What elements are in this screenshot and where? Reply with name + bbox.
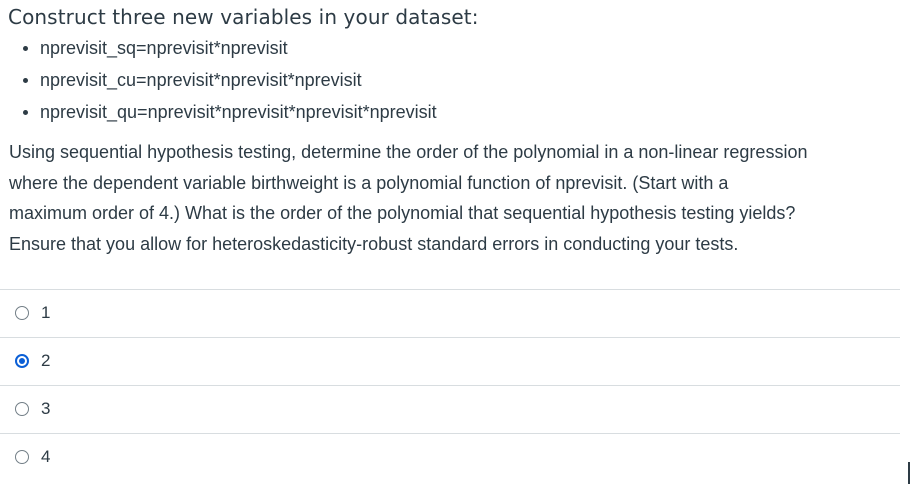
variable-definition: nprevisit_cu=nprevisit*nprevisit*nprevisit xyxy=(40,70,362,90)
answer-label[interactable]: 4 xyxy=(41,447,51,466)
text-cursor-icon xyxy=(908,462,910,484)
answer-option-4[interactable] xyxy=(0,433,900,481)
bullet-icon xyxy=(23,46,28,51)
answer-label[interactable]: 2 xyxy=(41,351,51,370)
question-line: where the dependent variable birthweight is a polynomial function of nprevisit. (Start with a xyxy=(9,172,729,193)
answer-option-3[interactable] xyxy=(0,385,900,433)
question-text xyxy=(9,137,909,259)
variable-item-cu xyxy=(40,64,437,96)
variable-definition: nprevisit_qu=nprevisit*nprevisit*nprevisit*nprevisit xyxy=(40,102,437,122)
bullet-icon xyxy=(23,78,28,83)
radio-button[interactable] xyxy=(15,450,29,464)
radio-button[interactable] xyxy=(15,354,29,368)
variable-item-qu xyxy=(40,96,437,128)
variable-item-sq xyxy=(40,32,437,64)
radio-button[interactable] xyxy=(15,306,29,320)
radio-button[interactable] xyxy=(15,402,29,416)
question-line: Using sequential hypothesis testing, determine the order of the polynomial in a non-linear regression xyxy=(9,142,808,162)
answer-option-1[interactable] xyxy=(0,289,900,337)
instructions-heading: Construct three new variables in your dataset: xyxy=(8,5,479,29)
question-line: Ensure that you allow for heteroskedasticity-robust standard errors in conducting your tests. xyxy=(9,233,739,254)
question-line: maximum order of 4.) What is the order of the polynomial that sequential hypothesis testing yields? xyxy=(9,203,796,223)
answer-option-2[interactable] xyxy=(0,337,900,385)
bullet-icon xyxy=(23,110,28,115)
answer-label[interactable]: 3 xyxy=(41,399,51,418)
answer-label[interactable]: 1 xyxy=(41,303,51,322)
variable-list xyxy=(40,32,437,128)
answer-options xyxy=(0,289,900,481)
variable-definition: nprevisit_sq=nprevisit*nprevisit xyxy=(40,38,288,58)
